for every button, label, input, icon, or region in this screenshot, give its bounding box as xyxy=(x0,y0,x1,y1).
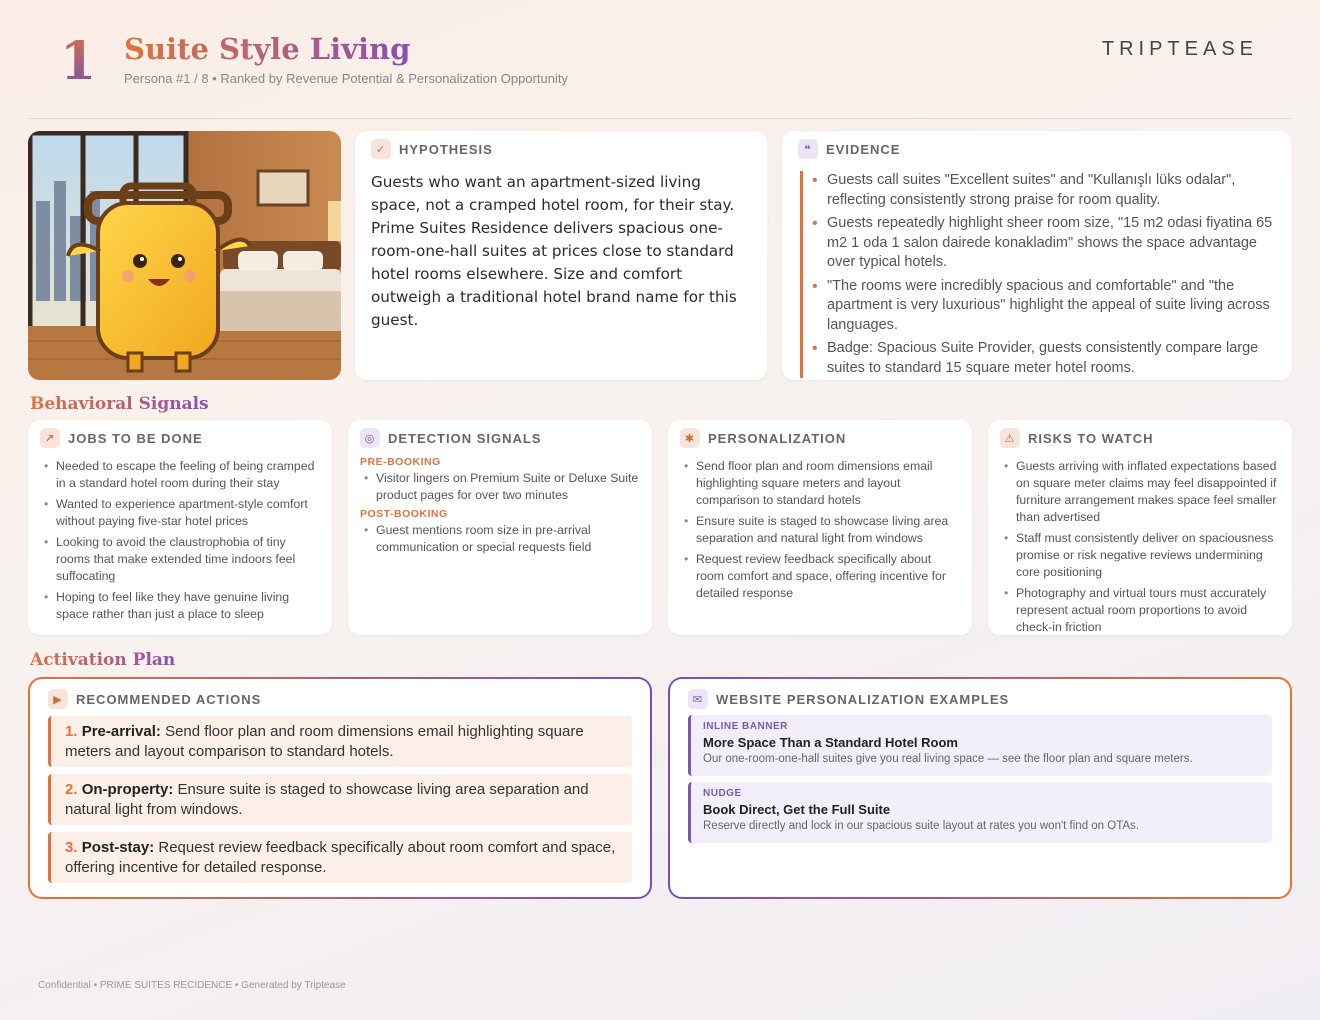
risks-label: RISKS TO WATCH xyxy=(1028,430,1154,446)
action-item xyxy=(48,716,632,767)
list-item: • Send floor plan and room dimensions email highlighting square meters and layout comparison to standard hotels xyxy=(696,458,960,509)
page-footer: Confidential • PRIME SUITES RECIDENCE • Generated by Triptease xyxy=(38,980,346,991)
action-text: Ensure suite is staged to showcase living area separation and natural light from windows. xyxy=(65,781,589,818)
action-text: Send floor plan and room dimensions email highlighting square meters and layout comparison to standard hotels. xyxy=(65,723,584,760)
example-type: INLINE BANNER xyxy=(703,721,788,732)
page-header xyxy=(0,0,1320,120)
list-item: • Guest mentions room size in pre-arrival communication or special requests field xyxy=(376,522,640,556)
example-nudge xyxy=(688,782,1272,843)
risks-card xyxy=(988,420,1292,635)
example-inline-banner xyxy=(688,715,1272,776)
persona-number: 1 xyxy=(60,31,97,92)
detection-card xyxy=(348,420,652,635)
action-title: On-property: xyxy=(81,781,174,798)
example-title: Book Direct, Get the Full Suite xyxy=(703,802,891,817)
evidence-item: • Guests repeatedly highlight sheer room size, "15 m2 odasi fiyatina 65 m2 1 oda 1 salon dairede konakladim" shows the space advantage over typical hotels. xyxy=(827,214,1276,273)
evidence-item: • Guests call suites "Excellent suites" and "Kullanışlı lüks odalar", reflecting consistently strong praise for room quality. xyxy=(827,171,1276,210)
warning-icon: ⚠ xyxy=(1000,428,1020,448)
sparkle-icon: ✱ xyxy=(680,428,700,448)
personalization-list xyxy=(680,458,960,602)
header-divider xyxy=(28,118,1292,119)
hypothesis-label: HYPOTHESIS xyxy=(399,141,493,157)
evidence-list xyxy=(800,171,1276,378)
action-item xyxy=(48,774,632,825)
play-icon: ▶ xyxy=(48,689,68,709)
list-item: • Visitor lingers on Premium Suite or Deluxe Suite product pages for over two minutes xyxy=(376,470,640,504)
list-item: • Guests arriving with inflated expectations based on square meter claims may feel disappointed if furniture arrangement makes space feel smaller than advertised xyxy=(1016,458,1280,526)
check-icon: ✓ xyxy=(371,139,391,159)
list-item: • Request review feedback specifically about room comfort and space, offering incentive for detailed response xyxy=(696,551,960,602)
pre-booking-list xyxy=(360,470,640,504)
action-number: 3. xyxy=(65,839,78,856)
action-number: 1. xyxy=(65,723,78,740)
hero-illustration xyxy=(28,131,341,380)
list-item: • Staff must consistently deliver on spaciousness promise or risk negative reviews undermining core positioning xyxy=(1016,530,1280,581)
action-number: 2. xyxy=(65,781,78,798)
evidence-item: • Badge: Spacious Suite Provider, guests consistently compare large suites to standard 15 square meter hotel rooms. xyxy=(827,339,1276,378)
personalization-label: PERSONALIZATION xyxy=(708,430,847,446)
evidence-label: EVIDENCE xyxy=(826,141,901,157)
action-title: Pre-arrival: xyxy=(81,723,161,740)
brand-logo: TRIPTEASE xyxy=(1101,38,1258,60)
risks-list xyxy=(1000,458,1280,636)
evidence-item: • "The rooms were incredibly spacious and comfortable" and "the apartment is very luxurious" highlight the appeal of suite living across languages. xyxy=(827,277,1276,336)
actions-label: RECOMMENDED ACTIONS xyxy=(76,691,262,707)
list-item: • Ensure suite is staged to showcase living area separation and natural light from windows xyxy=(696,513,960,547)
behavioral-signals-title: Behavioral Signals xyxy=(30,394,209,414)
list-item: • Looking to avoid the claustrophobia of tiny rooms that make extended time indoors feel suffocating xyxy=(56,534,320,585)
list-item: • Needed to escape the feeling of being cramped in a standard hotel room during their stay xyxy=(56,458,320,492)
mail-icon: ✉ xyxy=(688,689,708,709)
example-type: NUDGE xyxy=(703,788,742,799)
page-title: Suite Style Living xyxy=(124,32,411,66)
post-booking-list xyxy=(360,522,640,556)
example-title: More Space Than a Standard Hotel Room xyxy=(703,735,958,750)
page-subtitle: Persona #1 / 8 • Ranked by Revenue Potential & Personalization Opportunity xyxy=(124,71,568,86)
detection-label: DETECTION SIGNALS xyxy=(388,430,542,446)
jobs-list xyxy=(40,458,320,623)
website-examples-card xyxy=(668,677,1292,899)
post-booking-label: POST-BOOKING xyxy=(360,508,448,520)
jobs-card xyxy=(28,420,332,635)
example-body: Reserve directly and lock in our spacious suite layout at rates you won't find on OTAs. xyxy=(703,820,1140,832)
jobs-label: JOBS TO BE DONE xyxy=(68,430,203,446)
hypothesis-card xyxy=(355,131,767,380)
list-item: • Hoping to feel like they have genuine living space rather than just a place to sleep xyxy=(56,589,320,623)
personalization-card xyxy=(668,420,972,635)
recommended-actions-card xyxy=(28,677,652,899)
pre-booking-label: PRE-BOOKING xyxy=(360,456,441,468)
list-item: • Wanted to experience apartment-style comfort without paying five-star hotel prices xyxy=(56,496,320,530)
action-text: Request review feedback specifically about room comfort and space, offering incentive for detailed response. xyxy=(65,839,616,876)
examples-label: WEBSITE PERSONALIZATION EXAMPLES xyxy=(716,691,1010,707)
list-item: • Photography and virtual tours must accurately represent actual room proportions to avoid check-in friction xyxy=(1016,585,1280,636)
example-body: Our one-room-one-hall suites give you real living space — see the floor plan and square meters. xyxy=(703,753,1193,765)
evidence-card xyxy=(782,131,1292,380)
quote-icon: ❝ xyxy=(798,139,818,159)
action-item xyxy=(48,832,632,883)
activation-plan-title: Activation Plan xyxy=(30,650,176,670)
arrow-up-right-icon: ↗ xyxy=(40,428,60,448)
hypothesis-text: Guests who want an apartment-sized living space, not a cramped hotel room, for their stay. Prime Suites Residence delivers spacious one-room-one-hall suites at prices close to standard hotel rooms elsewhere. Size and comfort outweigh a traditional hotel brand name for this guest. xyxy=(371,173,737,329)
action-title: Post-stay: xyxy=(81,839,155,856)
eye-icon: ◎ xyxy=(360,428,380,448)
